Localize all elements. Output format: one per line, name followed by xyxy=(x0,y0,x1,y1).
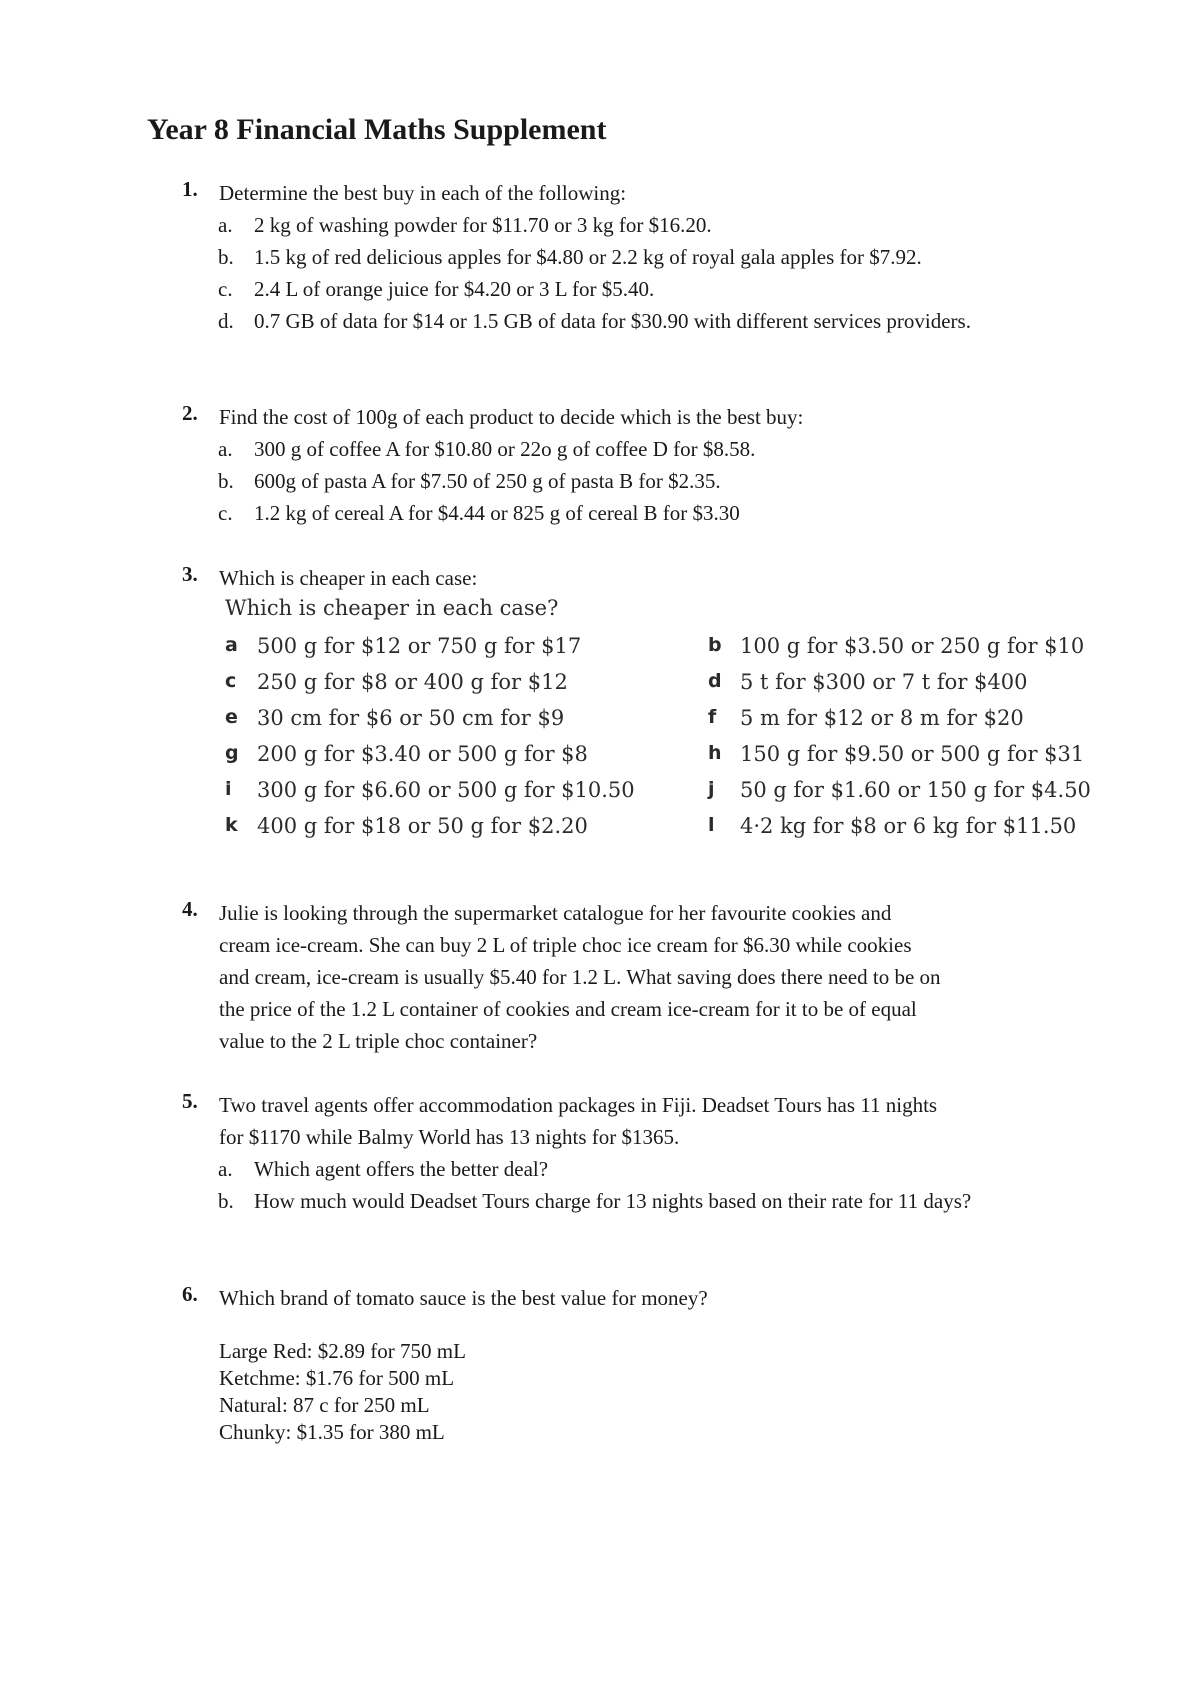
sub-item-letter: b. xyxy=(218,1189,234,1213)
question-text: Which brand of tomato sauce is the best value for money? xyxy=(219,1286,708,1310)
question-body xyxy=(219,177,1069,369)
sub-item-text: 2 kg of washing powder for $11.70 or 3 kg for $16.20. xyxy=(254,213,712,237)
sub-item-a xyxy=(219,1153,1069,1185)
sub-item-letter: d. xyxy=(218,309,234,333)
sub-item-b xyxy=(219,1185,1069,1249)
exercise-letter: k xyxy=(225,814,238,836)
exercise-text: 150 g for $9.50 or 500 g for $31 xyxy=(740,742,1085,766)
exercise-text: 5 m for $12 or 8 m for $20 xyxy=(740,706,1024,730)
question-number: 6. xyxy=(182,1282,198,1306)
sub-item-text: How much would Deadset Tours charge for 13 nights based on their rate for 11 days? xyxy=(254,1189,972,1213)
sub-item-letter: a. xyxy=(218,437,233,461)
exercise-row xyxy=(0,814,1200,850)
exercise-letter: d xyxy=(708,670,722,692)
exercise-letter: a xyxy=(225,634,238,656)
sub-item-text: 300 g of coffee A for $10.80 or 22o g of coffee D for $8.58. xyxy=(254,437,756,461)
sub-item-text: 600g of pasta A for $7.50 of 250 g of pasta B for $2.35. xyxy=(254,469,721,493)
question-line: and cream, ice-cream is usually $5.40 for 1.2 L. What saving does there need to be on xyxy=(219,965,941,989)
question-body xyxy=(219,562,1069,594)
sub-item-text: 1.2 kg of cereal A for $4.44 or 825 g of cereal B for $3.30 xyxy=(254,501,740,525)
exercise-text: 5 t for $300 or 7 t for $400 xyxy=(740,670,1028,694)
brand-item: Ketchme: $1.76 for 500 mL xyxy=(219,1366,455,1390)
question-body xyxy=(219,1282,1069,1314)
question-line: Julie is looking through the supermarket catalogue for her favourite cookies and xyxy=(219,901,892,925)
question-body xyxy=(219,897,1069,1057)
sub-item-a xyxy=(219,209,1069,241)
question-body xyxy=(219,401,1069,529)
exercise-letter: i xyxy=(225,778,232,800)
exercise-row xyxy=(0,742,1200,778)
question-number: 1. xyxy=(182,177,198,201)
exercise-text: 500 g for $12 or 750 g for $17 xyxy=(257,634,582,658)
sub-item-letter: a. xyxy=(218,1157,233,1181)
exercise-row xyxy=(0,706,1200,742)
embedded-heading: Which is cheaper in each case? xyxy=(225,596,559,620)
sub-item-letter: b. xyxy=(218,469,234,493)
question-text: Which is cheaper in each case: xyxy=(219,566,478,590)
exercise-text: 50 g for $1.60 or 150 g for $4.50 xyxy=(740,778,1091,802)
sub-item-text: Which agent offers the better deal? xyxy=(254,1157,549,1181)
question-line: cream ice-cream. She can buy 2 L of triple choc ice cream for $6.30 while cookies xyxy=(219,933,912,957)
sub-item-letter: a. xyxy=(218,213,233,237)
exercise-text: 4·2 kg for $8 or 6 kg for $11.50 xyxy=(740,814,1077,838)
exercise-row xyxy=(0,778,1200,814)
sub-item-a xyxy=(219,433,1069,465)
page-title: Year 8 Financial Maths Supplement xyxy=(147,113,607,146)
question-line: value to the 2 L triple choc container? xyxy=(219,1029,538,1053)
question-line: the price of the 1.2 L container of cookies and cream ice-cream for it to be of equal xyxy=(219,997,917,1021)
sub-item-b xyxy=(219,465,1069,497)
sub-item-b xyxy=(219,241,1069,273)
question-text: Determine the best buy in each of the following: xyxy=(219,181,627,205)
exercise-letter: e xyxy=(225,706,238,728)
sub-item-letter: c. xyxy=(218,277,233,301)
question-text: Find the cost of 100g of each product to decide which is the best buy: xyxy=(219,405,804,429)
question-line: for $1170 while Balmy World has 13 nights for $1365. xyxy=(219,1125,680,1149)
question-number: 4. xyxy=(182,897,198,921)
sub-item-letter: c. xyxy=(218,501,233,525)
sub-item-c xyxy=(219,273,1069,305)
brand-list xyxy=(219,1338,466,1446)
brand-item: Natural: 87 c for 250 mL xyxy=(219,1393,430,1417)
exercise-text: 30 cm for $6 or 50 cm for $9 xyxy=(257,706,565,730)
exercise-letter: l xyxy=(708,814,715,836)
exercise-row xyxy=(0,634,1200,670)
exercise-text: 250 g for $8 or 400 g for $12 xyxy=(257,670,568,694)
sub-item-text: 0.7 GB of data for $14 or 1.5 GB of data for $30.90 with different services providers. xyxy=(254,309,971,333)
question-number: 5. xyxy=(182,1089,198,1113)
exercise-text: 100 g for $3.50 or 250 g for $10 xyxy=(740,634,1085,658)
question-number: 2. xyxy=(182,401,198,425)
sub-item-d xyxy=(219,305,1069,369)
sub-item-letter: b. xyxy=(218,245,234,269)
exercise-letter: j xyxy=(708,778,715,800)
brand-item: Chunky: $1.35 for 380 mL xyxy=(219,1420,445,1444)
question-line: Two travel agents offer accommodation packages in Fiji. Deadset Tours has 11 nights xyxy=(219,1093,938,1117)
question-body xyxy=(219,1089,1069,1249)
sub-item-text: 1.5 kg of red delicious apples for $4.80 or 2.2 kg of royal gala apples for $7.92. xyxy=(254,245,922,269)
exercise-letter: c xyxy=(225,670,237,692)
sub-item-c xyxy=(219,497,1069,529)
exercise-letter: h xyxy=(708,742,722,764)
exercise-letter: b xyxy=(708,634,722,656)
exercise-text: 300 g for $6.60 or 500 g for $10.50 xyxy=(257,778,635,802)
exercise-letter: g xyxy=(225,742,239,764)
question-number: 3. xyxy=(182,562,198,586)
exercise-text: 200 g for $3.40 or 500 g for $8 xyxy=(257,742,588,766)
exercise-text: 400 g for $18 or 50 g for $2.20 xyxy=(257,814,588,838)
exercise-letter: f xyxy=(708,706,717,728)
brand-item: Large Red: $2.89 for 750 mL xyxy=(219,1339,466,1363)
exercise-row xyxy=(0,670,1200,706)
sub-item-text: 2.4 L of orange juice for $4.20 or 3 L for $5.40. xyxy=(254,277,655,301)
